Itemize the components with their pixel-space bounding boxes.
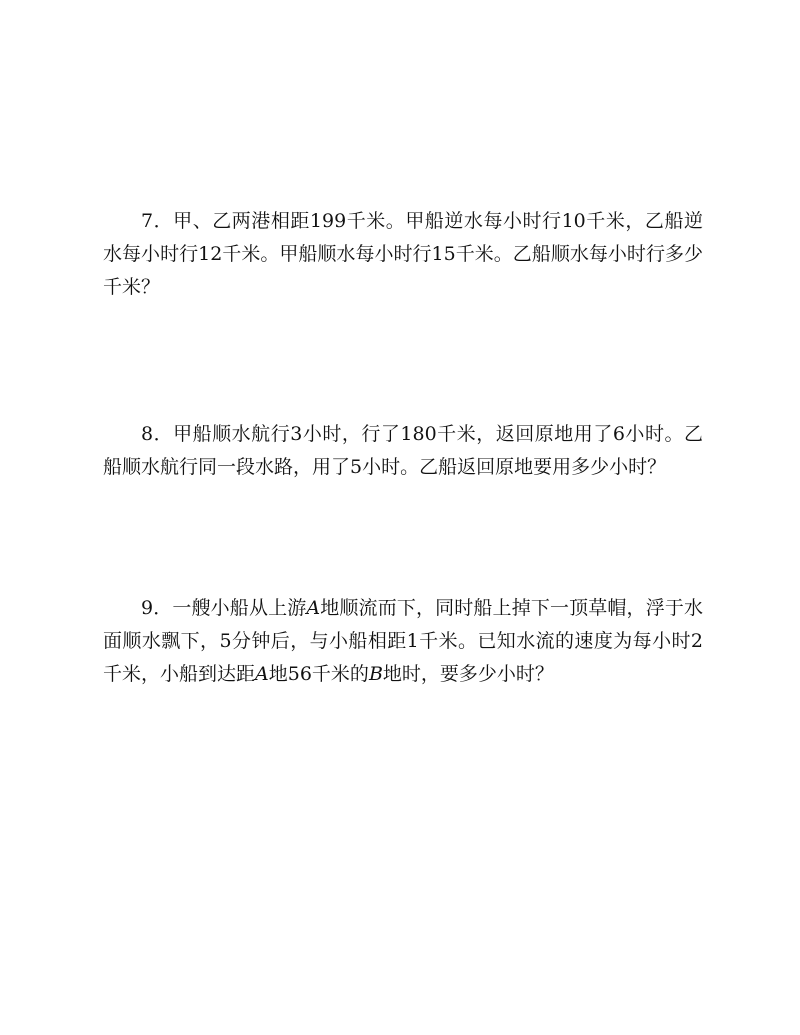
point-b-label: B [368,663,383,685]
problem-7: 7．甲、乙两港相距199千米。甲船逆水每小时行10千米，乙船逆水每小时行12千米。甲船顺水每小时行15千米。乙船顺水每小时行多少千米？ [103,210,703,298]
problem-8: 8．甲船顺水航行3小时，行了180千米，返回原地用了6小时。乙船顺水航行同一段水路，用了5小时。乙船返回原地要用多少小时？ [103,423,703,478]
point-a-label: A [255,663,269,685]
problem-9-text-part-3: 地56千米的 [268,663,369,685]
problem-9-text-part-1: 9．一艘小船从上游 [141,597,307,619]
problem-9-text-part-4: 地时，要多少小时？ [382,663,554,685]
point-a-label: A [306,597,321,619]
problem-9-text-part-2: 地顺流而下，同时船上掉下一顶草帽，浮于水面顺水飘下，5分钟后，与小船相距1千米。已知水流的速度为每小时2千米，小船到达距 [103,597,703,685]
problem-9 [103,592,703,691]
